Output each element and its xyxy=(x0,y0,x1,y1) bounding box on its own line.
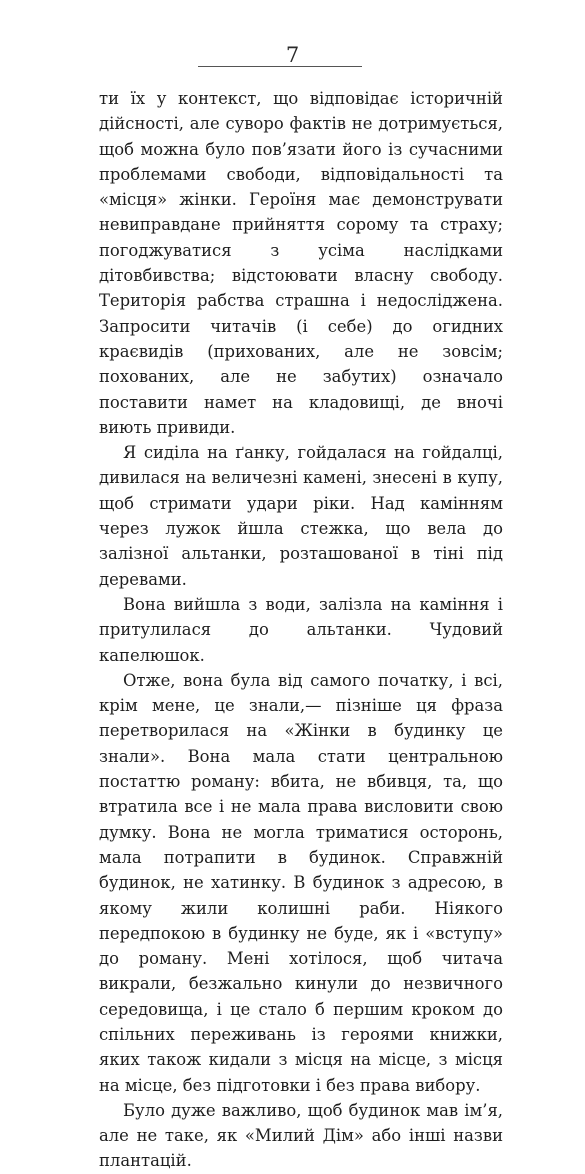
paragraph-3: Вона вийшла з води, залізла на каміння і притулилася до альтанки. Чудовий капелюшок. xyxy=(99,594,503,665)
body-text xyxy=(99,86,503,1174)
paragraph-5: Було дуже важливо, щоб будинок мав ім’я, але не таке, як «Милий Дім» або інші назви плантацій. xyxy=(99,1100,503,1171)
paragraph-2: Я сиділа на ґанку, гойдалася на гойдалці, дивилася на величезні камені, знесені в купу, щоб стримати удари ріки. Над камінням через лужок йшла стежка, що вела до залізної альтанки, розташованої в тіні під деревами. xyxy=(99,443,503,589)
page-number: 7 xyxy=(285,43,300,67)
paragraph-4: Отже, вона була від самого початку, і всі, крім мене, це знали,— пізніше ця фраза перетворилася на «Жінки в будинку це знали». Вона мала стати центральною постаттю роману: вбита, не вбивця, та, що втратила все і не мала права висловити свою думку. Вона не могла триматися осторонь, мала потрапити в будинок. Справжній будинок, не хатинку. В будинок з адресою, в якому жили колишні раби. Ніякого передпокою в будинку не буде, як і «вступу» до роману. Мені хотілося, щоб читача викрали, безжально кинули до незвичного середовища, і це стало б першим кроком до спільних переживань із героями книжки, яких також кидали з місця на місце, з місця на місце, без підготовки і без права вибору. xyxy=(99,670,503,1095)
paragraph-1: ти їх у контекст, що відповідає історичній дійсності, але суворо фактів не дотримується, щоб можна було пов’язати його із сучасними проблемами свободи, відповідальності та «місця» жінки. Героїня має демонструвати невиправдане прийняття сорому та страху; погоджуватися з усіма наслідками дітовбивства; відстоювати власну свободу. Територія рабства страшна і недосліджена. Запросити читачів (і себе) до огидних краєвидів (прихованих, але не зовсім; похованих, але не забутих) означало поставити намет на кладовищі, де вночі виють привиди. xyxy=(99,89,503,437)
page-number-rule xyxy=(198,66,362,67)
